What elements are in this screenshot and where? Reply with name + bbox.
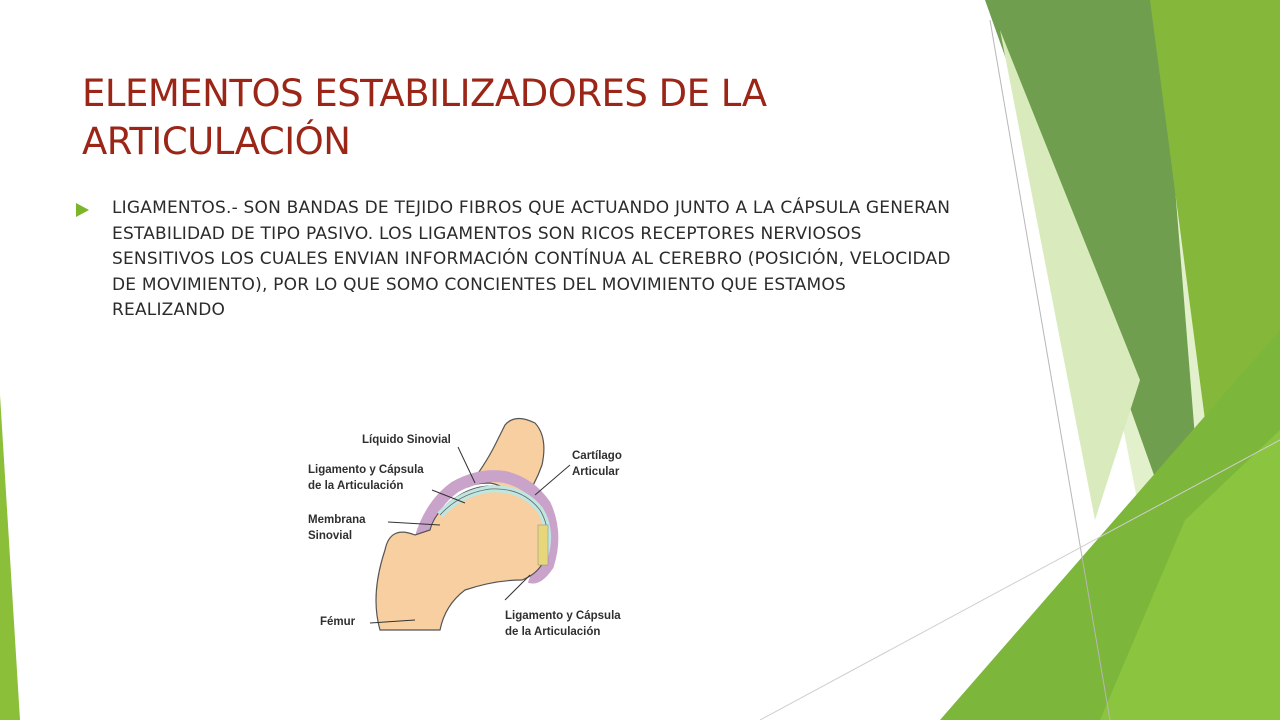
hip-joint-diagram: [290, 365, 650, 665]
label-ligamento-bottom-2: de la Articulación: [505, 626, 601, 638]
label-membrana-1: Membrana: [308, 514, 366, 526]
label-membrana-2: Sinovial: [308, 530, 353, 542]
bullet-item: [76, 196, 956, 324]
left-accent-shape: [0, 395, 20, 720]
bullet-arrow-icon: [76, 203, 89, 217]
label-ligamento-bottom-1: Ligamento y Cápsula: [505, 610, 621, 622]
label-cartilago-1: Cartílago: [572, 450, 622, 462]
label-cartilago-2: Articular: [572, 466, 620, 478]
bullet-text: LIGAMENTOS.- SON BANDAS DE TEJIDO FIBROS QUE ACTUANDO JUNTO A LA CÁPSULA GENERAN ESTABILIDAD DE TIPO PASIVO. LOS LIGAMENTOS SON RICOS RECEPTORES NERVIOSOS SENSITIVOS LOS CUALES ENVIAN INFORMACIÓN CONTÍNUA AL CEREBRO (POSICIÓN, VELOCIDAD DE MOVIMIENTO), POR LO QUE SOMO CONCIENTES DEL MOVIMIENTO QUE ESTAMOS REALIZANDO: [112, 198, 951, 320]
femur-bone: [376, 486, 548, 630]
label-liquido-sinovial: Líquido Sinovial: [362, 434, 451, 446]
label-ligamento-top-2: de la Articulación: [308, 480, 404, 492]
fat-pad: [538, 525, 548, 565]
label-femur: Fémur: [320, 616, 356, 628]
label-ligamento-top-1: Ligamento y Cápsula: [308, 464, 424, 476]
slide-title: ELEMENTOS ESTABILIZADORES DE LA ARTICULACIÓN: [82, 72, 767, 163]
